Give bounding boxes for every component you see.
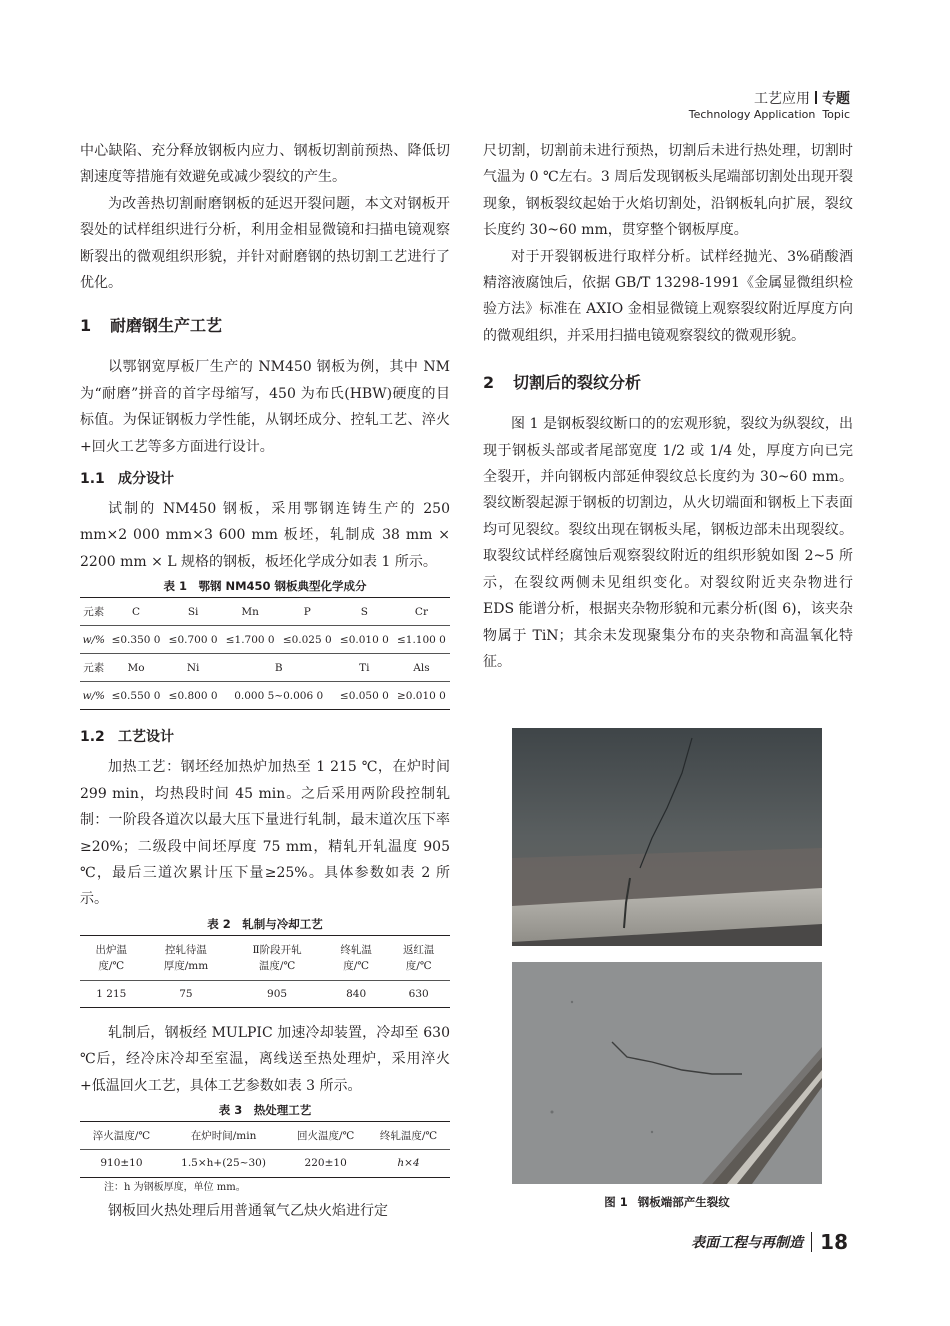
section-1-title: 耐磨钢生产工艺 [110, 316, 223, 336]
table-header-cell: 终轧温度/℃ [367, 1121, 450, 1149]
table-header-cell [325, 935, 388, 980]
table-1 [80, 597, 450, 710]
header-line: 控轧待温 [164, 943, 207, 956]
header-line: 出炉温 [95, 943, 128, 956]
table-cell: ≤0.800 0 [165, 682, 222, 710]
table-cell: 1.5×h+(25~30) [163, 1149, 284, 1177]
section-1-2-number: 1.2 [80, 729, 105, 746]
table-cell: ≤0.350 0 [107, 626, 164, 654]
steel-crack-photo-top [512, 728, 822, 946]
table-cell: w/% [80, 682, 107, 710]
table-cell: ≥0.010 0 [393, 682, 450, 710]
figure-label: 图 1 [604, 1195, 628, 1209]
header-divider [815, 91, 817, 104]
section-1-2-paragraph-2: 轧制后，钢板经 MULPIC 加速冷却装置，冷却至 630 ℃后，经冷床冷却至室温，离线送至热处理炉，采用淬火+低温回火工艺，具体工艺参数如表 3 所示。 [80, 1024, 450, 1094]
intro-paragraph-1: 中心缺陷、充分释放钢板内应力、钢板切割前预热、降低切割速度等措施有效避免或减少裂纹的产生。 [80, 143, 450, 186]
table-header-cell: 在炉时间/min [163, 1121, 284, 1149]
footer-divider [811, 1232, 812, 1252]
table-cell: C [107, 598, 164, 626]
header-topic-en: Topic [822, 108, 850, 121]
table-cell: 75 [143, 980, 230, 1007]
table-cell: P [279, 598, 336, 626]
section-1-number: 1 [80, 316, 92, 336]
table-cell: S [336, 598, 393, 626]
header-section: 工艺应用 [754, 91, 810, 107]
table-cell: 220±10 [284, 1149, 367, 1177]
header-line: Ⅱ阶段开轧 [252, 943, 302, 956]
table-cell: Si [165, 598, 222, 626]
header-line: 厚度/mm [163, 959, 209, 972]
section-1-2-title: 工艺设计 [118, 729, 174, 746]
left-column [80, 138, 450, 1224]
closing-paragraph: 钢板回火热处理后用普通氧气乙炔火焰进行定 [108, 1202, 388, 1219]
table-cell: w/% [80, 626, 107, 654]
table-cell: Cr [393, 598, 450, 626]
header-line: 度/℃ [343, 959, 369, 972]
section-2-paragraph: 图 1 是钢板裂纹断口的的宏观形貌，裂纹为纵裂纹，出现于钢板头部或者尾部宽度 1/2 或 1/4 处，厚度方向已完全裂开，并向钢板内部延伸裂纹总长度约为 30~60 mm。裂纹断裂起源于钢板的切割边，从火切端面和钢板上下表面均可见裂纹。裂纹出现在钢板头尾，钢板边部未出现裂纹。取裂纹试样经腐蚀后观察裂纹附近的组织形貌如图 2~5 所示，在裂纹两侧未见组织变化。对裂纹附近夹杂物进行 EDS 能谱分析，根据夹杂物形貌和元素分析(图 6)，该夹杂物属于 TiN；其余未发现聚集分布的夹杂物和高温氧化特征。 [483, 416, 853, 670]
figure-1-photo-bottom [512, 962, 822, 1184]
table-header-cell [80, 935, 143, 980]
section-1-1-paragraph: 试制的 NM450 钢板，采用鄂钢连铸生产的 250 mm×2 000 mm×3 600 mm 板坯，轧制成 38 mm × 2200 mm × L 规格的钢板，板坯化学成分如表 1 所示。 [80, 501, 450, 570]
header-line: 返红温 [402, 943, 435, 956]
table-cell: Als [393, 654, 450, 682]
section-1-1-number: 1.1 [80, 471, 105, 488]
section-2-number: 2 [483, 373, 495, 393]
table-cell: Mn [222, 598, 279, 626]
running-header [754, 88, 850, 108]
page-number: 18 [820, 1230, 848, 1254]
table-cell: ≤1.100 0 [393, 626, 450, 654]
table-cell: 910±10 [80, 1149, 163, 1177]
table-header-cell: 回火温度/℃ [284, 1121, 367, 1149]
table-header-cell [387, 935, 450, 980]
table-2-caption: 表 2 轧制与冷却工艺 [207, 916, 323, 931]
section-1-2-heading [80, 724, 450, 750]
journal-name: 表面工程与再制造 [691, 1235, 804, 1251]
table-header-cell [143, 935, 230, 980]
table-2 [80, 935, 450, 1008]
table-cell: ≤1.700 0 [222, 626, 279, 654]
section-1-1-title: 成分设计 [118, 471, 174, 488]
page-footer [691, 1230, 848, 1254]
table-cell: 元素 [80, 598, 107, 626]
header-line: 温度/℃ [258, 959, 296, 972]
section-2-heading [483, 369, 853, 397]
section-2-title: 切割后的裂纹分析 [513, 373, 642, 393]
table-cell: Ti [336, 654, 393, 682]
section-1-heading [80, 312, 450, 340]
table-cell: 905 [229, 980, 325, 1007]
table-3-caption: 表 3 热处理工艺 [218, 1102, 312, 1117]
table-1-caption: 表 1 鄂钢 NM450 钢板典型化学成分 [163, 579, 367, 594]
figure-caption-text: 钢板端部产生裂纹 [637, 1195, 730, 1209]
header-line: 终轧温 [340, 943, 372, 956]
table-cell: 0.000 5~0.006 0 [222, 682, 336, 710]
table-cell: Mo [107, 654, 164, 682]
table-cell: h×4 [367, 1149, 450, 1177]
header-section-en: Technology Application [688, 108, 816, 121]
table-cell: 元素 [80, 654, 107, 682]
intro-paragraph-2: 为改善热切割耐磨钢板的延迟开裂问题，本文对钢板开裂处的试样组织进行分析，利用金相显微镜和扫描电镜观察断裂出的微观组织形貌，并针对耐磨钢的热切割工艺进行了优化。 [80, 195, 450, 292]
table-header-cell: 淬火温度/℃ [80, 1121, 163, 1149]
table-cell: B [222, 654, 336, 682]
table-cell: ≤0.550 0 [107, 682, 164, 710]
table-3 [80, 1121, 450, 1178]
right-paragraph-2: 对于开裂钢板进行取样分析。试样经抛光、3%硝酸酒精溶液腐蚀后，依据 GB/T 13298-1991《金属显微组织检验方法》标准在 AXIO 金相显微镜上观察裂纹附近厚度方向的微观组织，并采用扫描电镜观察裂纹的微观形貌。 [483, 248, 853, 344]
table-header-cell [229, 935, 325, 980]
table-cell: ≤0.010 0 [336, 626, 393, 654]
figure-1-caption [512, 1194, 822, 1210]
section-1-2-paragraph-1: 加热工艺：钢坯经加热炉加热至 1 215 ℃，在炉时间 299 min，均热段时间 45 min。之后采用两阶段控制轧制：一阶段各道次以最大压下量进行轧制，最末道次压下率≥20%；二级段中间坯厚度 75 mm，精轧开轧温度 905 ℃，最后三道次累计压下量≥25%。具体参数如表 2 所示。 [80, 759, 450, 908]
header-line: 度/℃ [98, 959, 125, 972]
table-cell: 630 [387, 980, 450, 1007]
running-header-en [689, 108, 850, 121]
table-3-note: 注：h 为钢板厚度，单位 mm。 [104, 1181, 246, 1193]
table-cell: 1 215 [80, 980, 143, 1007]
table-cell: ≤0.025 0 [279, 626, 336, 654]
table-cell: ≤0.050 0 [336, 682, 393, 710]
section-1-paragraph: 以鄂钢宽厚板厂生产的 NM450 钢板为例，其中 NM 为“耐磨”拼音的首字母缩写，450 为布氏(HBW)硬度的目标值。为保证钢板力学性能，从钢坯成分、控轧工艺、淬火+回火工艺等多方面进行设计。 [80, 359, 450, 455]
header-topic: 专题 [822, 91, 850, 107]
table-cell: Ni [165, 654, 222, 682]
header-line: 度/℃ [405, 959, 432, 972]
steel-crack-photo-bottom [512, 962, 822, 1184]
right-paragraph-1: 尺切割，切割前未进行预热，切割后未进行热处理，切割时气温为 0 ℃左右。3 周后发现钢板头尾端部切割处出现开裂现象，钢板裂纹起始于火焰切割处，沿钢板轧向扩展，裂纹长度约 30~60 mm，贯穿整个钢板厚度。 [483, 143, 853, 239]
right-column [483, 138, 853, 675]
table-cell: ≤0.700 0 [165, 626, 222, 654]
figure-1-photo-top [512, 728, 822, 946]
table-cell: 840 [325, 980, 388, 1007]
section-1-1-heading [80, 466, 450, 492]
